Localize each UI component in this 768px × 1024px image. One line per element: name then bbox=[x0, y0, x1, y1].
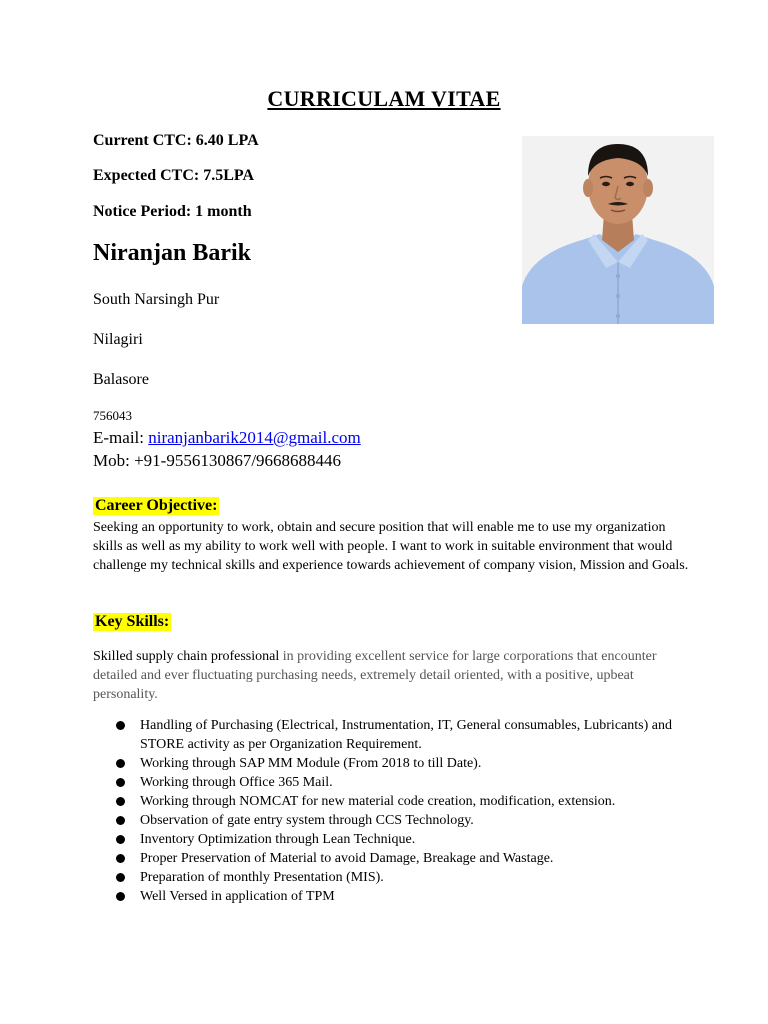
key-skills-intro-lead: Skilled supply chain professional bbox=[93, 649, 280, 664]
profile-photo bbox=[522, 136, 714, 324]
bullet-icon bbox=[116, 759, 125, 768]
bullet-icon bbox=[116, 816, 125, 825]
list-item: Working through Office 365 Mail. bbox=[116, 773, 696, 792]
email-label: E-mail: bbox=[93, 428, 149, 447]
candidate-name: Niranjan Barik bbox=[93, 240, 252, 266]
list-item: Working through NOMCAT for new material code creation, modification, extension. bbox=[116, 792, 696, 811]
address-pin: 756043 bbox=[93, 408, 132, 423]
address-line-3: Balasore bbox=[93, 371, 149, 388]
bullet-icon bbox=[116, 797, 125, 806]
bullet-icon bbox=[116, 854, 125, 863]
career-objective-heading: Career Objective: bbox=[95, 497, 218, 514]
bullet-icon bbox=[116, 721, 125, 730]
expected-ctc: Expected CTC: 7.5LPA bbox=[93, 167, 255, 184]
mobile-line: Mob: +91-9556130867/9668688446 bbox=[93, 451, 342, 470]
bullet-icon bbox=[116, 873, 125, 882]
email-link[interactable]: niranjanbarik2014@gmail.com bbox=[148, 428, 361, 447]
key-skills-heading: Key Skills: bbox=[95, 613, 170, 630]
current-ctc: Current CTC: 6.40 LPA bbox=[93, 132, 259, 149]
list-item: Inventory Optimization through Lean Technique. bbox=[116, 830, 696, 849]
document-title: CURRICULAM VITAE bbox=[267, 86, 501, 111]
notice-period: Notice Period: 1 month bbox=[93, 203, 252, 220]
career-objective-text: Seeking an opportunity to work, obtain and secure position that will enable me to use my organization skills as well as my ability to work well with people. I want to work in suitable environment that would challenge my technical skills and experience towards achievement of company vision, Mission and Goals. bbox=[93, 520, 689, 573]
list-item: Proper Preservation of Material to avoid Damage, Breakage and Wastage. bbox=[116, 849, 696, 868]
email-line bbox=[93, 428, 361, 448]
list-item: Working through SAP MM Module (From 2018 to till Date). bbox=[116, 754, 696, 773]
key-skills-intro bbox=[93, 647, 693, 704]
key-skills-intro-rest: in providing excellent service for large corporations that encounter detailed and ever fluctuating purchasing needs, extremely detail oriented, with a positive, upbeat personality. bbox=[93, 649, 657, 702]
bullet-icon bbox=[116, 778, 125, 787]
address-line-2: Nilagiri bbox=[93, 331, 143, 348]
bullet-icon bbox=[116, 835, 125, 844]
list-item: Preparation of monthly Presentation (MIS). bbox=[116, 868, 696, 887]
skills-list bbox=[116, 716, 696, 906]
list-item: Well Versed in application of TPM bbox=[116, 887, 696, 906]
address-line-1: South Narsingh Pur bbox=[93, 291, 220, 308]
list-item: Handling of Purchasing (Electrical, Instrumentation, IT, General consumables, Lubricants) and STORE activity as per Organization Requirement. bbox=[116, 716, 696, 754]
profile-photo-illustration bbox=[522, 136, 714, 324]
bullet-icon bbox=[116, 892, 125, 901]
list-item: Observation of gate entry system through CCS Technology. bbox=[116, 811, 696, 830]
